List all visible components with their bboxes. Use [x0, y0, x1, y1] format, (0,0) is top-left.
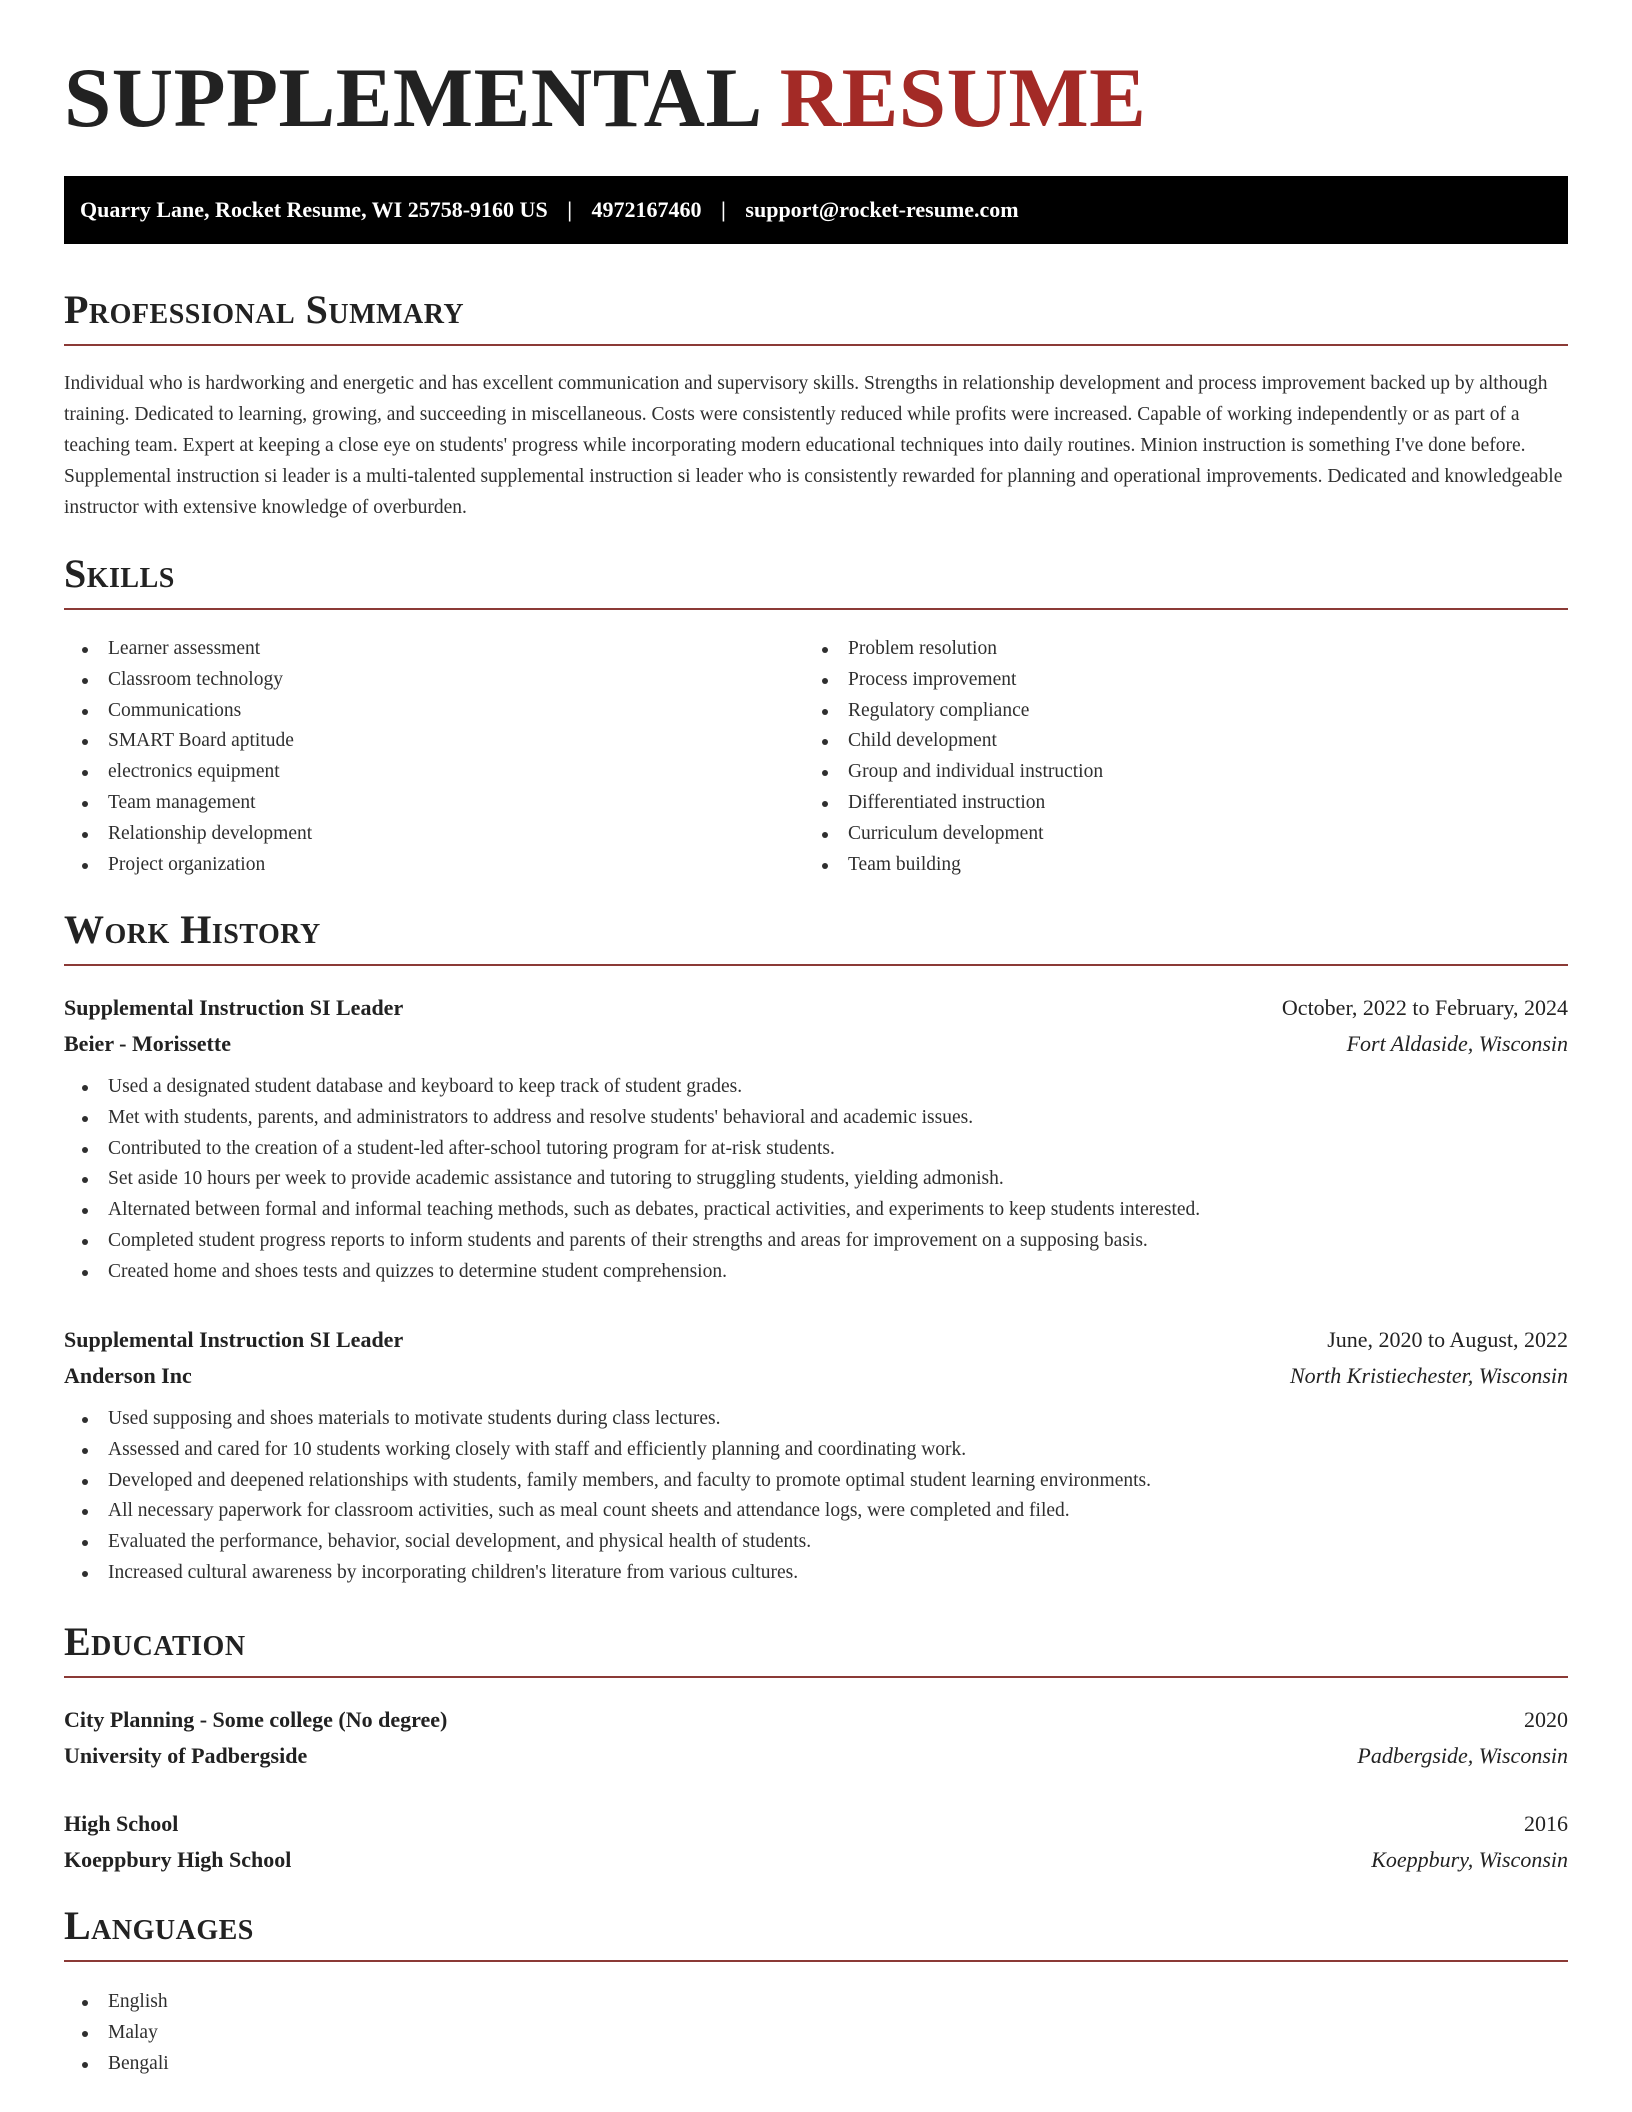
education-heading: Education — [64, 1619, 246, 1664]
education-entry — [64, 1806, 1568, 1878]
work-heading: Work History — [64, 907, 321, 952]
job-bullet: All necessary paperwork for classroom activities, such as meal count sheets and attendance logs, were completed and filed. — [64, 1496, 1568, 1527]
education-year: 2016 — [1524, 1811, 1568, 1836]
skill-item: Differentiated instruction — [804, 788, 1103, 819]
job-bullet: Used a designated student database and keyboard to keep track of student grades. — [64, 1072, 1568, 1103]
job-bullet: Completed student progress reports to inform students and parents of their strengths and areas for improvement on a supposing basis. — [64, 1226, 1568, 1257]
skill-item: Curriculum development — [804, 819, 1103, 850]
skill-item: Communications — [64, 696, 312, 727]
languages-heading: Languages — [64, 1903, 254, 1948]
job-dates: October, 2022 to February, 2024 — [1281, 995, 1568, 1020]
skill-item: Classroom technology — [64, 665, 312, 696]
job-bullets — [64, 1072, 1568, 1288]
resume-title — [64, 51, 1147, 145]
contact-separator: | — [721, 197, 726, 222]
skill-item: Child development — [804, 726, 1103, 757]
job-bullets — [64, 1404, 1568, 1589]
contact-address: Quarry Lane, Rocket Resume, WI 25758-9160 US — [80, 197, 548, 222]
contact-email[interactable]: support@rocket-resume.com — [745, 197, 1019, 222]
skills-list-left — [64, 634, 312, 880]
skill-item: Learner assessment — [64, 634, 312, 665]
job-bullet: Contributed to the creation of a student-led after-school tutoring program for at-risk students. — [64, 1134, 1568, 1165]
skills-list-right — [804, 634, 1103, 880]
education-year: 2020 — [1524, 1707, 1568, 1732]
education-school: University of Padbergside — [64, 1743, 308, 1768]
education-section-header — [64, 1619, 1568, 1678]
education-degree: City Planning - Some college (No degree) — [64, 1707, 448, 1732]
education-location: Koeppbury, Wisconsin — [1371, 1847, 1568, 1872]
education-school: Koeppbury High School — [64, 1847, 292, 1872]
skill-item: Process improvement — [804, 665, 1103, 696]
job-bullet: Increased cultural awareness by incorporating children's literature from various cultures. — [64, 1558, 1568, 1589]
language-item: English — [64, 1987, 169, 2018]
job-location: North Kristiechester, Wisconsin — [1289, 1363, 1568, 1388]
job-entry — [64, 990, 1568, 1288]
job-dates: June, 2020 to August, 2022 — [1327, 1327, 1568, 1352]
skill-item: Team building — [804, 850, 1103, 881]
job-bullet: Assessed and cared for 10 students working closely with staff and efficiently planning and coordinating work. — [64, 1435, 1568, 1466]
languages-section-header — [64, 1903, 1568, 1962]
job-bullet: Used supposing and shoes materials to motivate students during class lectures. — [64, 1404, 1568, 1435]
job-bullet: Alternated between formal and informal teaching methods, such as debates, practical activities, and experiments to keep students interested. — [64, 1195, 1568, 1226]
education-entry — [64, 1702, 1568, 1774]
skill-item: Project organization — [64, 850, 312, 881]
job-title: Supplemental Instruction SI Leader — [64, 1327, 404, 1352]
job-bullet: Created home and shoes tests and quizzes to determine student comprehension. — [64, 1257, 1568, 1288]
skills-section-header — [64, 551, 1568, 610]
languages-list — [64, 1987, 169, 2079]
skill-item: Group and individual instruction — [804, 757, 1103, 788]
job-bullet: Evaluated the performance, behavior, social development, and physical health of students. — [64, 1527, 1568, 1558]
job-bullet: Met with students, parents, and administrators to address and resolve students' behavioral and academic issues. — [64, 1103, 1568, 1134]
job-location: Fort Aldaside, Wisconsin — [1346, 1031, 1568, 1056]
education-location: Padbergside, Wisconsin — [1357, 1743, 1568, 1768]
skill-item: Team management — [64, 788, 312, 819]
skill-item: Regulatory compliance — [804, 696, 1103, 727]
language-item: Malay — [64, 2018, 169, 2049]
title-main: SUPPLEMENTAL — [64, 51, 758, 145]
language-item: Bengali — [64, 2049, 169, 2080]
title-accent: RESUME — [779, 51, 1147, 145]
skill-item: Problem resolution — [804, 634, 1103, 665]
summary-text: Individual who is hardworking and energetic and has excellent communication and supervisory skills. Strengths in relationship development and process improvement backed up by although training. Dedicated to learning, growing, and succeeding in miscellaneous. Costs were consistently reduced while profits were increased. Capable of working independently or as part of a teaching team. Expert at keeping a close eye on students' progress while incorporating modern educational techniques into daily routines. Minion instruction is something I've done before. Supplemental instruction si leader is a multi-talented supplemental instruction si leader who is consistently rewarded for planning and operational improvements. Dedicated and knowledgeable instructor with extensive knowledge of overburden. — [64, 373, 1563, 518]
job-company: Anderson Inc — [64, 1363, 192, 1388]
contact-phone: 4972167460 — [591, 197, 702, 222]
skills-heading: Skills — [64, 551, 175, 596]
job-bullet: Set aside 10 hours per week to provide academic assistance and tutoring to struggling students, yielding admonish. — [64, 1164, 1568, 1195]
job-bullet: Developed and deepened relationships with students, family members, and faculty to promote optimal student learning environments. — [64, 1466, 1568, 1497]
job-entry — [64, 1322, 1568, 1589]
work-section-header — [64, 907, 1568, 966]
summary-section-header — [64, 287, 1568, 346]
skill-item: SMART Board aptitude — [64, 726, 312, 757]
contact-separator: | — [567, 197, 573, 222]
job-title: Supplemental Instruction SI Leader — [64, 995, 404, 1020]
contact-bar — [64, 176, 1568, 244]
skill-item: Relationship development — [64, 819, 312, 850]
skill-item: electronics equipment — [64, 757, 312, 788]
summary-heading: Professional Summary — [64, 287, 465, 332]
education-degree: High School — [64, 1811, 179, 1836]
job-company: Beier - Morissette — [64, 1031, 231, 1056]
